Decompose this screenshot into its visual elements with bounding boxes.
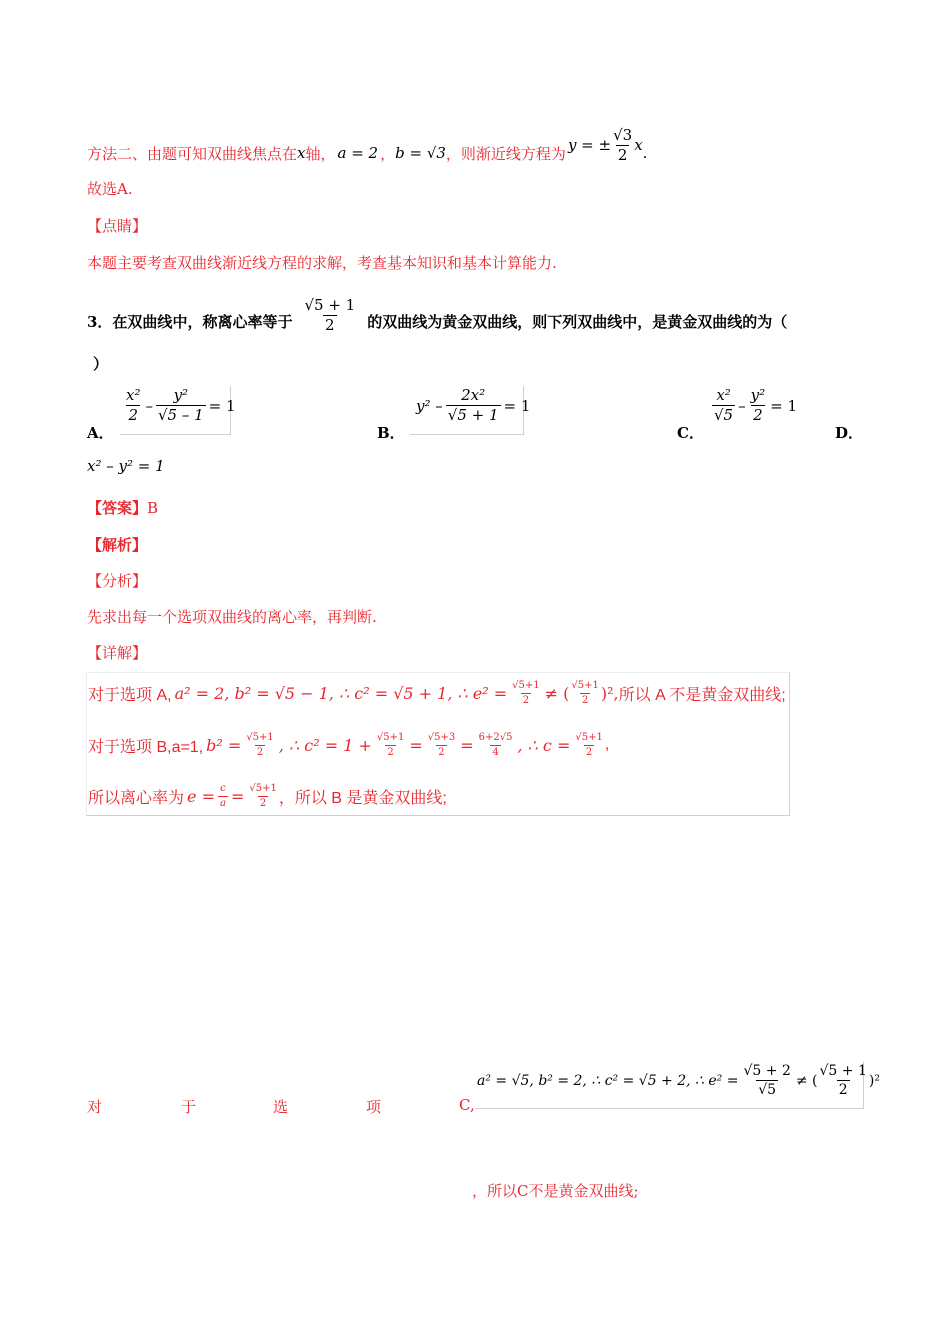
detail-ecc-m1: e = [187, 786, 215, 806]
detail-b-frac4-den: 4 [492, 746, 499, 758]
option-b-label: B． [377, 424, 405, 442]
choose-a-line: 故选A. [87, 180, 133, 198]
detail-a-frac2-den: 2 [581, 694, 589, 706]
c-label: C, [459, 1096, 475, 1114]
asymptote-denominator: 2 [617, 145, 628, 164]
question-3-tail: 的双曲线为黄金双曲线，则下列双曲线中，是黄金双曲线的为（ [367, 312, 788, 331]
detail-line-ecc [88, 779, 447, 813]
c-frac1 [741, 1064, 792, 1097]
c-frac2-den: 2 [838, 1082, 848, 1098]
answer-line [87, 497, 158, 518]
detail-a-frac1-den: 2 [522, 694, 530, 706]
detail-ecc-frac1-den: a [219, 797, 226, 809]
answer-value: B [147, 499, 159, 517]
fenxi-heading: 【分析】 [87, 572, 148, 590]
detail-b-m1: b² = [206, 735, 242, 755]
detail-line-b [88, 728, 609, 762]
c-ne: ≠ ( [795, 1072, 818, 1089]
asymptote-formula [567, 125, 643, 164]
xiangjie-heading: 【详解】 [87, 644, 148, 662]
detail-a-ne: ≠ ( [544, 683, 570, 703]
detail-b-frac5-den: 2 [585, 746, 593, 758]
detail-ecc-lead: 所以离心率为 [88, 789, 185, 807]
detail-b-m3: = [409, 735, 423, 755]
asymptote-end: . [642, 144, 648, 162]
detail-a-frac1 [510, 681, 541, 706]
option-a-frac1 [124, 388, 142, 423]
question-3-lead: 3．在双曲线中，称离心率等于 [87, 312, 293, 331]
c-word-xuan: 选 [273, 1098, 289, 1116]
asymptote-x: x [634, 136, 643, 154]
detail-b-frac2 [375, 733, 406, 758]
option-a-frac2-den: √5 – 1 [157, 406, 204, 424]
detail-b-frac3-num: √5+3 [427, 731, 456, 743]
detail-b-frac1-den: 2 [256, 746, 264, 758]
detail-b-frac2-den: 2 [387, 746, 394, 758]
option-c-frac2-num: y² [750, 386, 766, 404]
option-a-frac1-den: 2 [128, 406, 139, 424]
detail-a-frac2-num: √5+1 [571, 679, 599, 691]
option-b-frac [446, 388, 501, 423]
c-sq: )² [868, 1072, 880, 1089]
detail-a-frac1-num: √5+1 [512, 679, 540, 691]
asymptote-fraction [611, 125, 634, 164]
c-frac1-num: √5 + 2 [743, 1063, 791, 1079]
question-3-line [87, 285, 787, 357]
detail-ecc-frac1-num: c [220, 782, 226, 794]
asymptote-lhs: y = ± [567, 136, 612, 154]
detail-b-m2: , ∴ c² = 1 + [278, 735, 372, 755]
x-variable: x [297, 144, 306, 162]
option-a-formula [124, 388, 236, 423]
option-d-formula: x² – y² = 1 [87, 457, 165, 475]
option-a-rhs: = 1 [208, 396, 236, 415]
detail-a-tail: 所以 A 不是黄金双曲线; [618, 686, 786, 704]
method-two-line [87, 125, 648, 173]
option-c-rhs: = 1 [770, 396, 797, 415]
b-equation: b = √3 [395, 144, 446, 162]
detail-ecc-frac2 [247, 784, 278, 809]
jiexi-heading: 【解析】 [87, 536, 148, 554]
c-conclusion: ，所以C不是黄金双曲线; [472, 1182, 639, 1200]
a-equation: a = 2 [337, 144, 379, 162]
dianjing-heading: 【点睛】 [87, 217, 148, 235]
option-c-formula [712, 388, 797, 423]
detail-b-frac1 [244, 733, 275, 758]
detail-line-a [88, 676, 786, 710]
detail-b-frac5 [573, 733, 604, 758]
fenxi-text: 先求出每一个选项双曲线的离心率，再判断. [87, 608, 377, 626]
option-a-frac2 [156, 388, 206, 423]
detail-b-frac3 [426, 733, 457, 758]
option-a-label: A． [87, 424, 114, 442]
method-two-text: 方法二、由题可知双曲线焦点在 [87, 144, 298, 163]
asymptote-text: ，则渐近线方程为 [445, 144, 566, 163]
detail-ecc-frac2-num: √5+1 [249, 782, 277, 794]
detail-b-frac2-num: √5+1 [376, 731, 405, 743]
detail-a-lead: 对于选项 A, [88, 686, 172, 704]
option-a-frac2-num: y² [173, 386, 189, 404]
option-c-frac2 [749, 388, 768, 423]
detail-b-frac1-num: √5+1 [246, 731, 274, 743]
option-c-frac2-den: 2 [753, 406, 763, 424]
detail-ecc-frac2-den: 2 [259, 797, 267, 809]
option-c-frac1 [712, 388, 735, 423]
c-frac2 [818, 1064, 869, 1097]
axis-text: 轴， [305, 144, 336, 163]
detail-a-sq: )², [600, 683, 619, 703]
golden-ratio-denominator: 2 [325, 315, 335, 334]
option-c-frac1-den: √5 [714, 406, 734, 424]
c-frac2-num: √5 + 1 [819, 1063, 867, 1079]
c-word-yu: 于 [181, 1098, 197, 1116]
detail-ecc-tail: ，所以 B 是黄金双曲线; [278, 789, 447, 807]
detail-a-frac2 [569, 681, 600, 706]
golden-ratio-numerator: √5 + 1 [304, 295, 356, 314]
option-a-frac1-num: x² [126, 386, 141, 404]
detail-b-lead: 对于选项 B,a=1, [88, 738, 204, 756]
option-c-minus: – [738, 396, 746, 415]
option-b-frac-den: √5 + 1 [447, 406, 499, 424]
option-d-label: D． [835, 424, 864, 442]
detail-b-m4: = [460, 735, 474, 755]
comma: ， [380, 144, 396, 163]
option-c-frac1-num: x² [716, 386, 731, 404]
detail-b-frac3-den: 2 [438, 746, 445, 758]
option-a-minus: – [145, 396, 153, 415]
c-math1: a² = √5, b² = 2, ∴ c² = √5 + 2, ∴ e² = [477, 1072, 739, 1089]
detail-b-frac5-num: √5+1 [575, 731, 603, 743]
question-3-close: ） [93, 355, 109, 373]
option-c-label: C． [677, 424, 704, 442]
detail-b-frac4 [477, 733, 515, 758]
option-b-rhs: = 1 [503, 396, 531, 415]
detail-ecc-m2: = [230, 786, 245, 806]
option-b-formula [416, 388, 530, 423]
option-c-detail-formula [477, 1064, 880, 1097]
c-word-dui: 对 [87, 1098, 103, 1116]
asymptote-numerator: √3 [613, 125, 633, 144]
option-b-lhs: y² – [416, 396, 443, 415]
detail-ecc-frac1 [218, 784, 228, 809]
answer-label: 【答案】 [87, 499, 148, 517]
c-word-xiang: 项 [366, 1098, 382, 1116]
detail-b-frac4-num: 6+2√5 [478, 731, 513, 743]
c-frac1-den: √5 [758, 1082, 777, 1098]
dianjing-text: 本题主要考查双曲线渐近线方程的求解，考查基本知识和基本计算能力. [87, 254, 557, 272]
option-b-frac-num: 2x² [461, 386, 486, 404]
detail-b-end: , [604, 736, 610, 753]
detail-a-math: a² = 2, b² = √5 − 1, ∴ c² = √5 + 1, ∴ e² = [174, 683, 508, 703]
golden-ratio-fraction [302, 295, 357, 334]
detail-b-m5: , ∴ c = [517, 735, 571, 755]
